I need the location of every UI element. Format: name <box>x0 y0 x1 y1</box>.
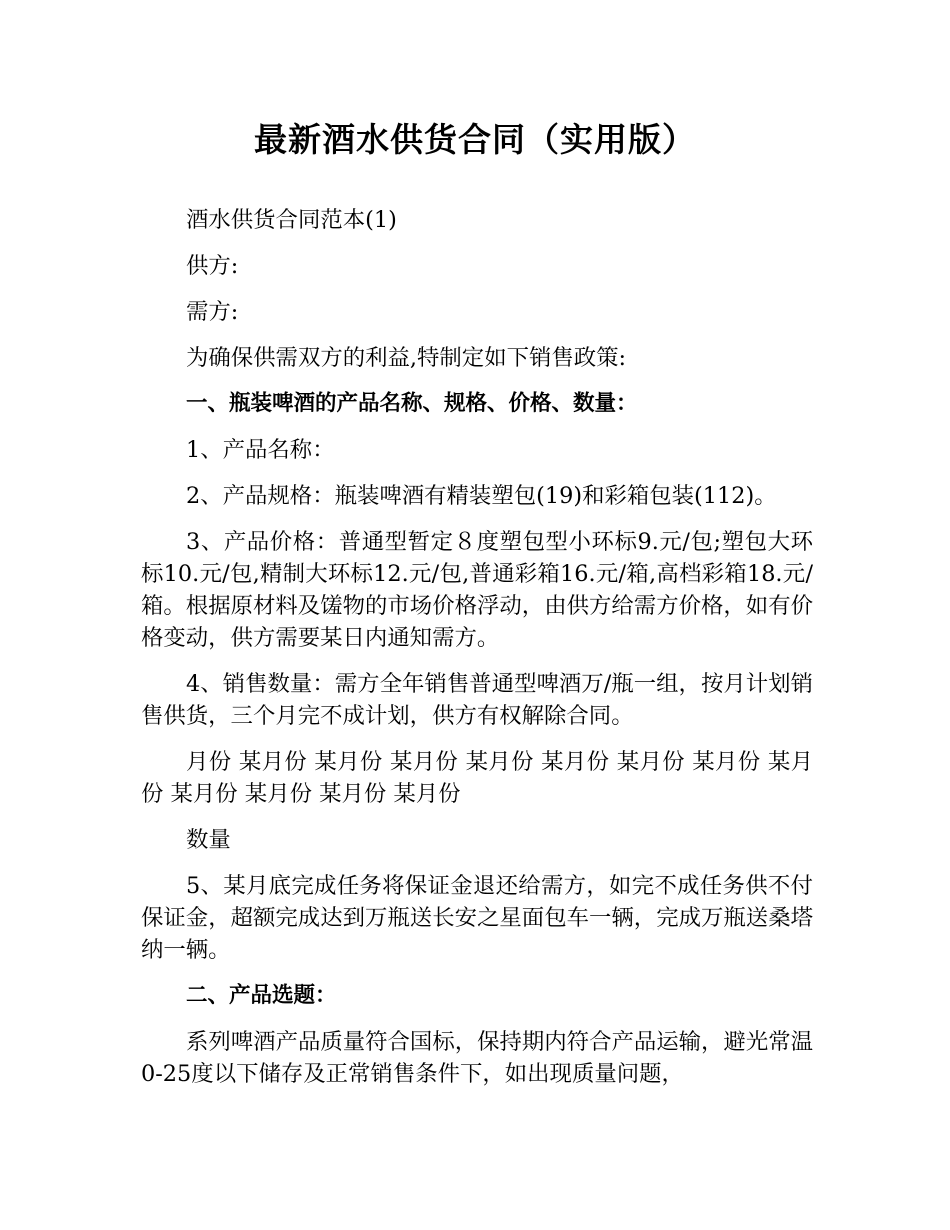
paragraph-deposit: 5、某月底完成任务将保证金退还给需方，如完不成任务供不付保证金，超额完成达到万瓶送长安之星面包车一辆，完成万瓶送桑塔纳一辆。 <box>141 873 813 963</box>
paragraph-quantity: 数量 <box>186 827 231 853</box>
section-heading-1: 一、瓶装啤酒的产品名称、规格、价格、数量： <box>186 391 638 416</box>
paragraph-months: 月份 某月份 某月份 某月份 某月份 某月份 某月份 某月份 某月份 某月份 某月份 某月份 某月份 <box>141 749 813 807</box>
document-title: 最新酒水供货合同（实用版） <box>254 120 696 159</box>
paragraph-quality: 系列啤酒产品质量符合国标，保持期内符合产品运输，避光常温0-25度以下储存及正常销售条件下，如出现质量问题， <box>141 1029 813 1087</box>
paragraph-buyer: 需方: <box>186 299 239 325</box>
paragraph-product-price: 3、产品价格：普通型暂定８度塑包型小环标9.元/包;塑包大环标10.元/包,精制大环标12.元/包,普通彩箱16.元/箱,高档彩箱18.元/箱。根据原材料及馐物的市场价格浮动，由供方给需方价格，如有价格变动，供方需要某日内通知需方。 <box>141 529 813 651</box>
paragraph-product-spec: 2、产品规格：瓶装啤酒有精装塑包(19)和彩箱包装(112)。 <box>186 483 777 509</box>
paragraph-sales-quantity: 4、销售数量：需方全年销售普通型啤酒万/瓶一组，按月计划销售供货，三个月完不成计划，供方有权解除合同。 <box>141 671 813 729</box>
document-body <box>141 204 813 1104</box>
paragraph-template-name: 酒水供货合同范本(1) <box>186 207 397 233</box>
paragraph-product-name: 1、产品名称： <box>186 437 335 463</box>
paragraph-supplier: 供方: <box>186 253 239 279</box>
paragraph-intro: 为确保供需双方的利益,特制定如下销售政策: <box>186 345 627 371</box>
section-heading-2: 二、产品选题： <box>186 983 337 1008</box>
